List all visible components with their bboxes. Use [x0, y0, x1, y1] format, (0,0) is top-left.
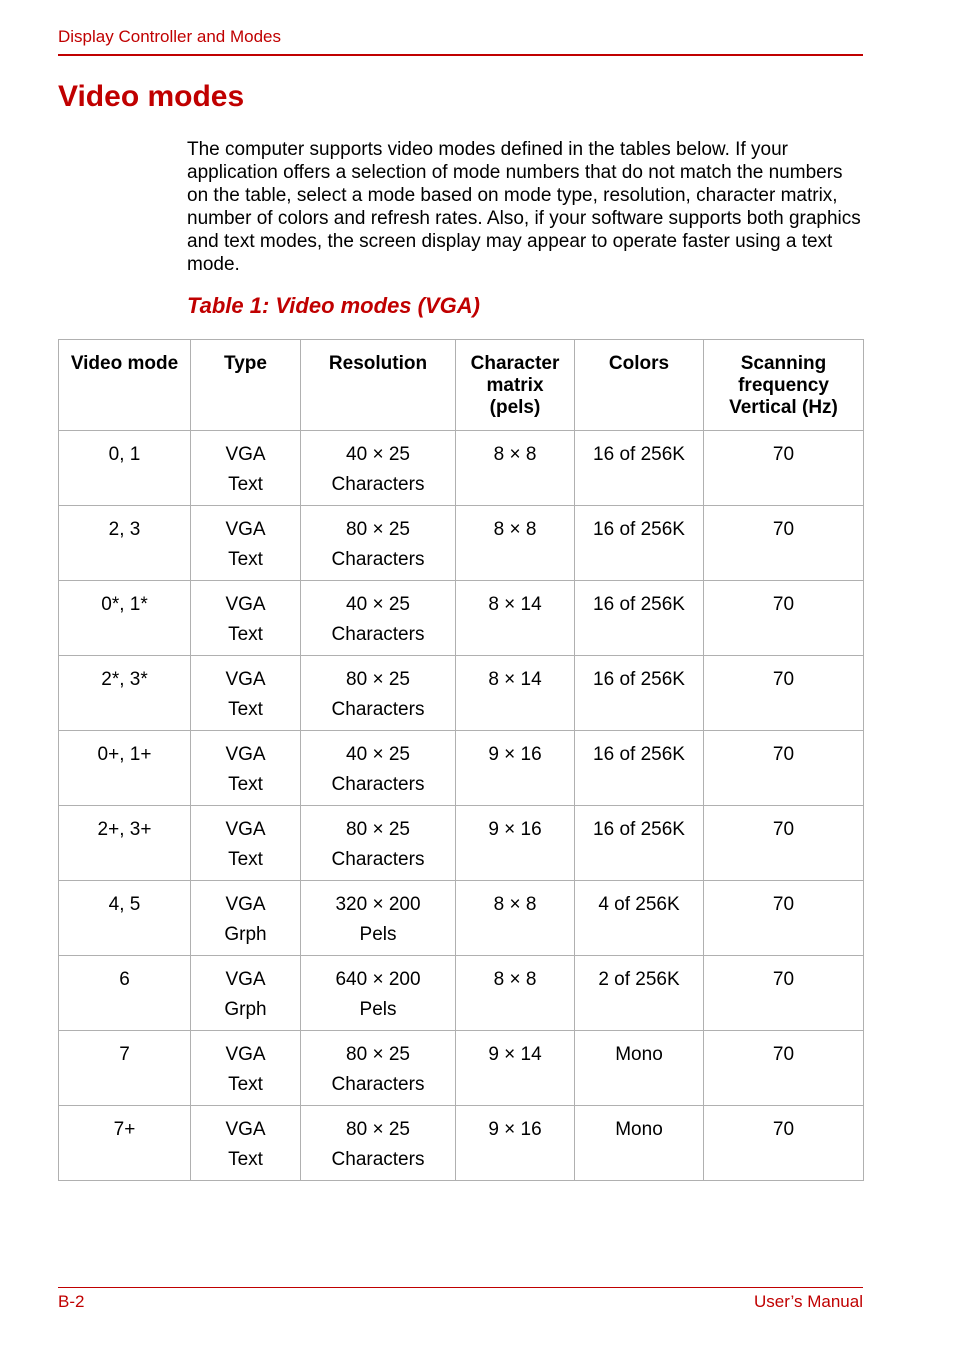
header-line: Vertical (Hz) — [729, 397, 838, 418]
cell-scanning-frequency: 70 — [704, 581, 864, 656]
header-rule — [58, 54, 863, 56]
cell-line: VGA — [225, 969, 266, 990]
cell-line: Pels — [359, 924, 397, 945]
cell-video-mode: 2+, 3+ — [59, 806, 191, 881]
header-line: Scanning — [740, 353, 827, 374]
cell-colors: Mono — [575, 1106, 704, 1181]
cell-type — [191, 956, 301, 1031]
table-row — [59, 881, 864, 956]
cell-colors: 16 of 256K — [575, 431, 704, 506]
cell-colors: 16 of 256K — [575, 731, 704, 806]
cell-line: Characters — [331, 549, 425, 570]
cell-scanning-frequency: 70 — [704, 1106, 864, 1181]
cell-line: Characters — [331, 474, 425, 495]
cell-scanning-frequency: 70 — [704, 881, 864, 956]
cell-line: Characters — [331, 849, 425, 870]
cell-line: 320 × 200 — [335, 894, 421, 915]
cell-line: Characters — [331, 699, 425, 720]
footer-rule — [58, 1287, 863, 1288]
cell-colors: 16 of 256K — [575, 581, 704, 656]
cell-resolution — [301, 806, 456, 881]
cell-character-matrix: 9 × 14 — [456, 1031, 575, 1106]
cell-line: 40 × 25 — [346, 594, 410, 615]
cell-line: 40 × 25 — [346, 744, 410, 765]
cell-colors: 16 of 256K — [575, 806, 704, 881]
cell-video-mode: 0+, 1+ — [59, 731, 191, 806]
header-resolution — [301, 340, 456, 431]
cell-line: 80 × 25 — [346, 669, 410, 690]
cell-line: 640 × 200 — [335, 969, 421, 990]
header-line: frequency — [738, 375, 829, 396]
header-line: Video mode — [70, 353, 179, 374]
cell-line: Grph — [224, 999, 267, 1020]
cell-resolution — [301, 1031, 456, 1106]
header-type — [191, 340, 301, 431]
cell-type — [191, 806, 301, 881]
cell-scanning-frequency: 70 — [704, 656, 864, 731]
cell-line: Text — [228, 849, 263, 870]
cell-resolution — [301, 881, 456, 956]
cell-line: Text — [228, 474, 263, 495]
cell-resolution — [301, 506, 456, 581]
cell-line: 40 × 25 — [346, 444, 410, 465]
cell-character-matrix: 8 × 8 — [456, 431, 575, 506]
page-title: Video modes — [58, 80, 245, 113]
table-row — [59, 1106, 864, 1181]
table-row — [59, 656, 864, 731]
cell-line: VGA — [225, 594, 266, 615]
cell-character-matrix: 9 × 16 — [456, 731, 575, 806]
table-row — [59, 506, 864, 581]
cell-video-mode: 2, 3 — [59, 506, 191, 581]
cell-colors: Mono — [575, 1031, 704, 1106]
video-modes-table — [58, 339, 864, 1181]
cell-line: VGA — [225, 1119, 266, 1140]
cell-line: Text — [228, 774, 263, 795]
cell-video-mode: 7+ — [59, 1106, 191, 1181]
header-line: Character — [470, 353, 560, 374]
cell-colors: 16 of 256K — [575, 506, 704, 581]
cell-line: Characters — [331, 1149, 425, 1170]
header-video-mode — [59, 340, 191, 431]
header-colors — [575, 340, 704, 431]
cell-character-matrix: 8 × 8 — [456, 506, 575, 581]
cell-line: 80 × 25 — [346, 819, 410, 840]
cell-line: 80 × 25 — [346, 519, 410, 540]
intro-paragraph: The computer supports video modes defined in the tables below. If your application offers a selection of mode numbers that do not match the numbers on the table, select a mode based on mode type, resolution, character matrix, number of colors and refresh rates. Also, if your software supports both graphics and text modes, the screen display may appear to operate faster using a text mode. — [187, 139, 861, 275]
cell-resolution — [301, 956, 456, 1031]
cell-video-mode: 7 — [59, 1031, 191, 1106]
cell-character-matrix: 8 × 8 — [456, 956, 575, 1031]
cell-line: VGA — [225, 819, 266, 840]
cell-colors: 16 of 256K — [575, 656, 704, 731]
cell-line: Text — [228, 1074, 263, 1095]
table-header-row — [59, 340, 864, 431]
cell-line: Characters — [331, 774, 425, 795]
cell-video-mode: 0*, 1* — [59, 581, 191, 656]
cell-line: Text — [228, 549, 263, 570]
cell-resolution — [301, 581, 456, 656]
header-line: (pels) — [489, 397, 541, 418]
cell-type — [191, 1106, 301, 1181]
cell-line: Characters — [331, 624, 425, 645]
cell-character-matrix: 8 × 14 — [456, 581, 575, 656]
cell-type — [191, 506, 301, 581]
table-caption: Table 1: Video modes (VGA) — [187, 293, 480, 318]
header-scanning-frequency — [704, 340, 864, 431]
cell-resolution — [301, 656, 456, 731]
cell-video-mode: 4, 5 — [59, 881, 191, 956]
cell-scanning-frequency: 70 — [704, 506, 864, 581]
cell-type — [191, 581, 301, 656]
header-line: Type — [224, 353, 267, 374]
cell-type — [191, 731, 301, 806]
cell-scanning-frequency: 70 — [704, 731, 864, 806]
cell-line: Text — [228, 1149, 263, 1170]
cell-line: Pels — [359, 999, 397, 1020]
cell-line: Text — [228, 699, 263, 720]
cell-line: Text — [228, 624, 263, 645]
cell-line: 80 × 25 — [346, 1044, 410, 1065]
cell-type — [191, 881, 301, 956]
cell-character-matrix: 8 × 8 — [456, 881, 575, 956]
cell-line: VGA — [225, 894, 266, 915]
header-character-matrix — [456, 340, 575, 431]
cell-scanning-frequency: 70 — [704, 1031, 864, 1106]
running-header: Display Controller and Modes — [58, 27, 281, 46]
table-row — [59, 1031, 864, 1106]
cell-type — [191, 656, 301, 731]
header-line: matrix — [486, 375, 544, 396]
cell-resolution — [301, 431, 456, 506]
table-row — [59, 806, 864, 881]
table-row — [59, 956, 864, 1031]
cell-line: VGA — [225, 744, 266, 765]
cell-scanning-frequency: 70 — [704, 431, 864, 506]
table-row — [59, 731, 864, 806]
cell-type — [191, 431, 301, 506]
cell-video-mode: 0, 1 — [59, 431, 191, 506]
cell-line: 80 × 25 — [346, 1119, 410, 1140]
cell-line: VGA — [225, 519, 266, 540]
cell-resolution — [301, 1106, 456, 1181]
manual-title: User’s Manual — [754, 1292, 863, 1311]
table-row — [59, 431, 864, 506]
cell-video-mode: 6 — [59, 956, 191, 1031]
cell-colors: 2 of 256K — [575, 956, 704, 1031]
cell-line: VGA — [225, 1044, 266, 1065]
cell-type — [191, 1031, 301, 1106]
cell-line: VGA — [225, 669, 266, 690]
cell-character-matrix: 9 × 16 — [456, 806, 575, 881]
cell-character-matrix: 9 × 16 — [456, 1106, 575, 1181]
cell-line: VGA — [225, 444, 266, 465]
header-line: Resolution — [328, 353, 428, 374]
cell-line: Characters — [331, 1074, 425, 1095]
page-number: B-2 — [58, 1292, 85, 1311]
header-line: Colors — [608, 353, 670, 374]
cell-line: Grph — [224, 924, 267, 945]
cell-scanning-frequency: 70 — [704, 956, 864, 1031]
cell-scanning-frequency: 70 — [704, 806, 864, 881]
cell-character-matrix: 8 × 14 — [456, 656, 575, 731]
cell-colors: 4 of 256K — [575, 881, 704, 956]
cell-video-mode: 2*, 3* — [59, 656, 191, 731]
cell-resolution — [301, 731, 456, 806]
table-row — [59, 581, 864, 656]
